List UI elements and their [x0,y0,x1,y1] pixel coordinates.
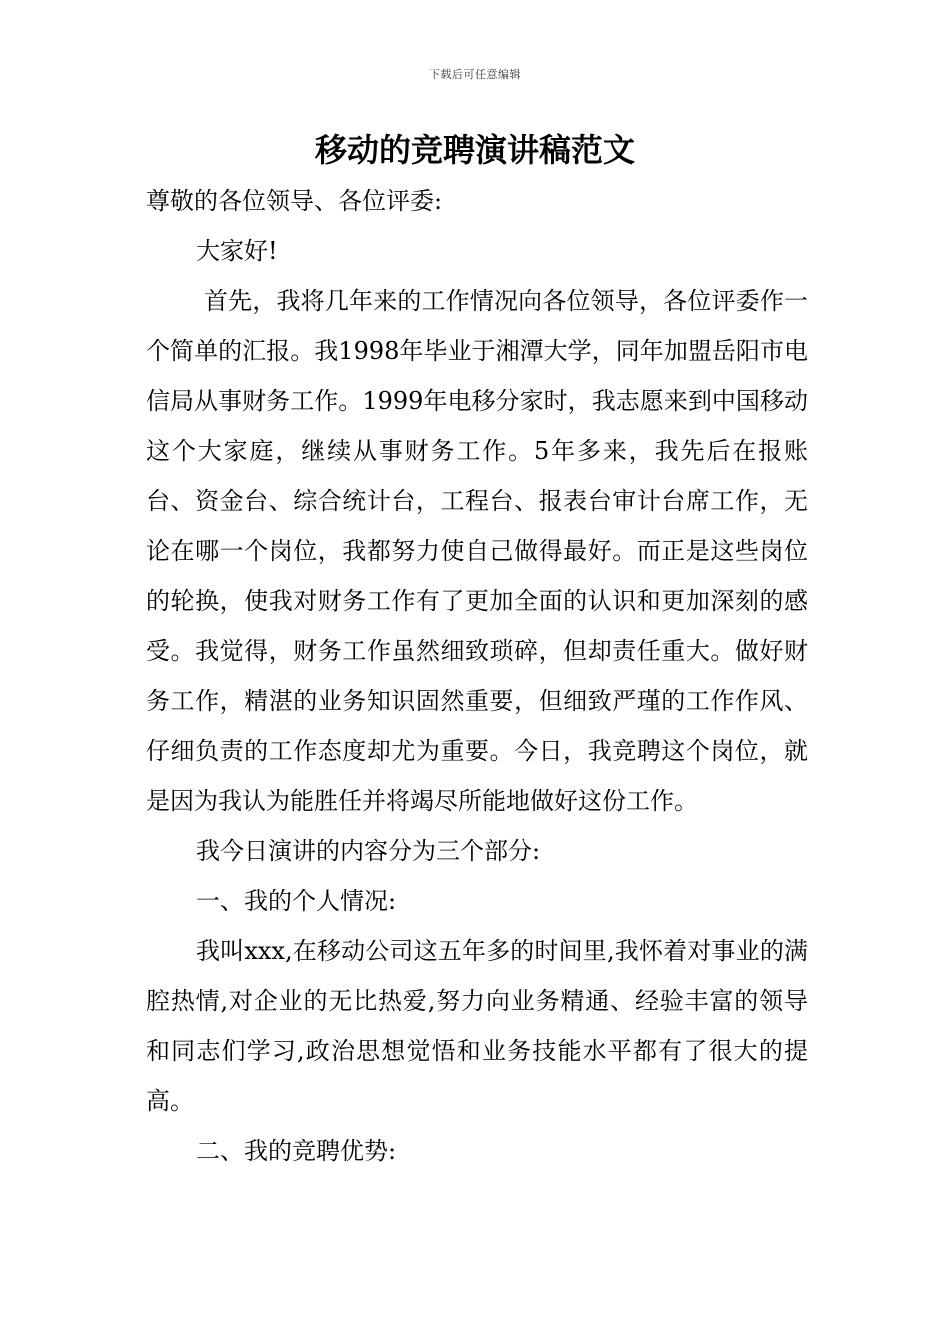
document-body [146,176,808,1176]
salutation: 尊敬的各位领导、各位评委: [146,187,443,215]
header-note: 下载后可任意编辑 [429,68,521,81]
section-heading-personal: 一、我的个人情况: [196,887,397,915]
paragraph-intro: 首先，我将几年来的工作情况向各位领导，各位评委作一个简单的汇报。我1998年毕业于湘潭大学，同年加盟岳阳市电信局从事财务工作。1999年电移分家时，我志愿来到中国移动这个大家庭，继续从事财务工作。5年多来，我先后在报账台、资金台、综合统计台，工程台、报表台审计台席工作，无论在哪一个岗位，我都努力使自己做得最好。而正是这些岗位的轮换，使我对财务工作有了更加全面的认识和更加深刻的感受。我觉得，财务工作虽然细致琐碎，但却责任重大。做好财务工作，精湛的业务知识固然重要，但细致严瑾的工作作风、仔细负责的工作态度却尤为重要。今日，我竞聘这个岗位，就是因为我认为能胜任并将竭尽所能地做好这份工作。 [146,287,808,815]
paragraph-outline: 我今日演讲的内容分为三个部分: [196,837,541,865]
paragraph-personal: 我叫xxx,在移动公司这五年多的时间里,我怀着对事业的满腔热情,对企业的无比热爱,努力向业务精通、经验丰富的领导和同志们学习,政治思想觉悟和业务技能水平都有了很大的提高。 [146,937,808,1115]
document-title: 移动的竞聘演讲稿范文 [314,131,635,169]
greeting: 大家好! [196,237,278,265]
section-heading-advantages: 二、我的竞聘优势: [196,1137,397,1165]
